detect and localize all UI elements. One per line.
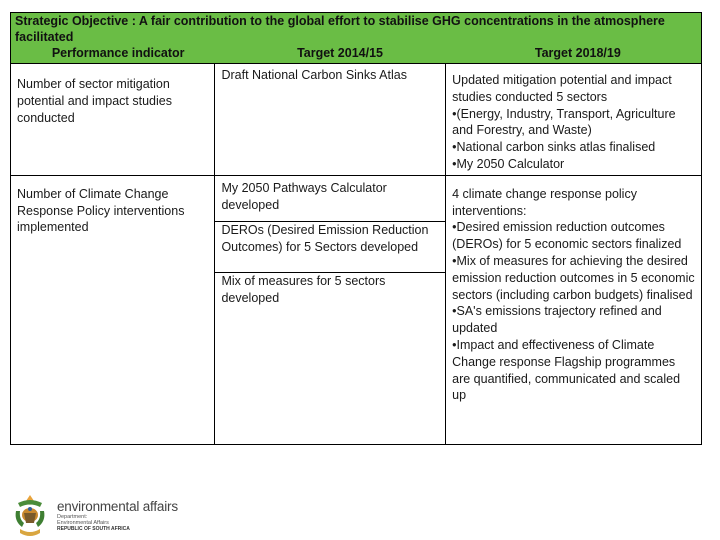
row1-target-2018-line: Updated mitigation potential and impact studies conducted 5 sectors [452,73,672,104]
row2-target-2014 [215,175,446,444]
row2-target-2018-line: •Desired emission reduction outcomes (DEROs) for 5 economic sectors finalized [452,220,682,252]
column-headers [11,45,701,61]
table-row [11,175,702,444]
dept-line: Department: [57,514,88,520]
table-row [11,64,702,176]
row1-indicator: Number of sector mitigation potential and impact studies conducted [11,64,215,176]
logo-text [57,500,178,532]
row2-target-2018-line: 4 climate change response policy interventions: [452,186,637,218]
row2-target-2014-item: My 2050 Pathways Calculator developed [221,180,387,212]
header-target-2014: Target 2014/15 [297,46,383,60]
country-line: REPUBLIC OF SOUTH AFRICA [57,526,130,532]
row2-target-2018 [446,175,702,444]
row2-indicator: Number of Climate Change Response Policy interventions implemented [11,175,215,444]
table-header-row [11,13,702,64]
row2-target-2014-item: Mix of measures for 5 sectors developed [215,272,445,307]
row1-target-2018 [446,64,702,176]
header-cell [11,13,702,64]
header-target-2018: Target 2018/19 [534,46,621,60]
row2-target-2014-item: DEROs (Desired Emission Reduction Outcomes) for 5 Sectors developed [215,221,445,272]
coat-of-arms-icon [10,493,50,539]
row2-target-2018-line: •SA's emissions trajectory refined and updated [452,304,662,336]
row1-target-2018-line: •My 2050 Calculator [452,156,565,171]
row1-target-2014: Draft National Carbon Sinks Atlas [215,64,446,176]
row1-target-2018-line: •National carbon sinks atlas finalised [452,140,656,155]
department-logo [10,493,190,539]
row2-target-2018-line: •Impact and effectiveness of Climate Change response Flagship programmes are quantified, communicated and scaled up [452,337,681,403]
strategic-objective: Strategic Objective : A fair contribution to the global effort to stabilise GHG concentrations in the atmosphere facilitated [15,14,665,44]
performance-table [10,12,702,445]
dept-line: Environmental Affairs [57,520,109,526]
row1-target-2018-line: •(Energy, Industry, Transport, Agriculture and Forestry, and Waste) [452,106,676,138]
org-name: environmental affairs [57,499,178,514]
row2-target-2018-line: •Mix of measures for achieving the desired emission reduction outcomes in 5 economic sectors (including carbon budgets) finalised [452,253,695,302]
header-performance-indicator: Performance indicator [51,46,185,60]
